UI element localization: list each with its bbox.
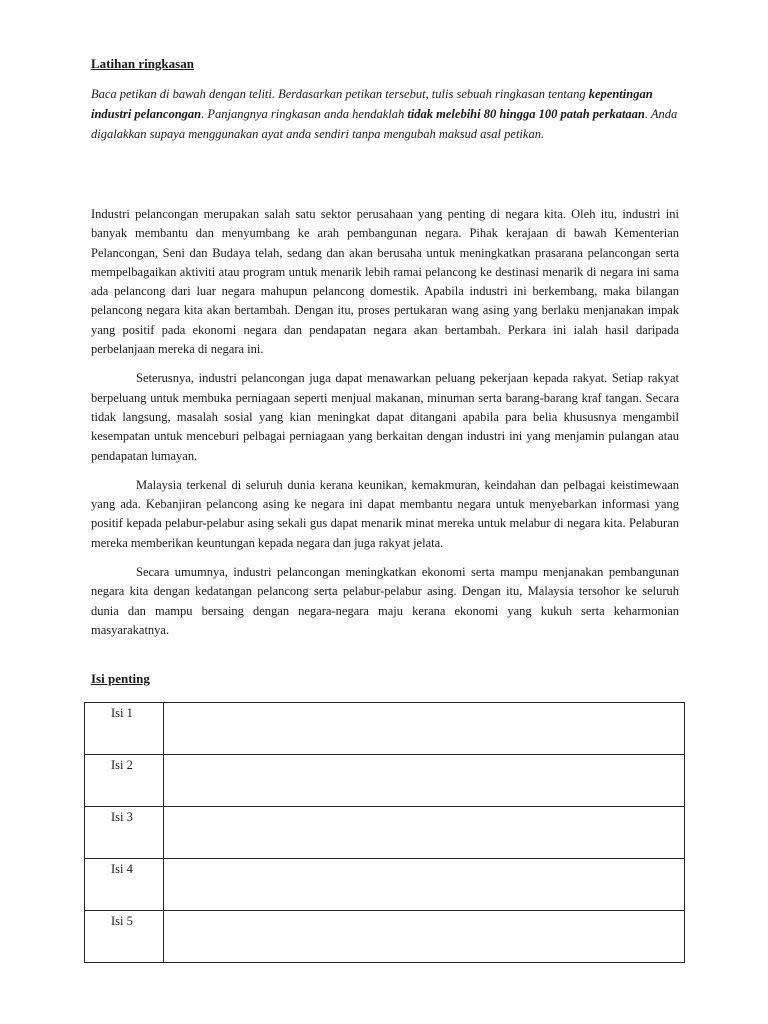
isi-penting-table — [84, 702, 685, 963]
isi-label: Isi 3 — [85, 807, 164, 859]
instructions-text-3: . Anda digalakkan supaya menggunakan ayat anda sendiri tanpa mengubah maksud asal petikan. — [91, 107, 678, 141]
isi-answer-cell[interactable] — [164, 703, 685, 755]
instructions — [91, 84, 681, 144]
isi-label: Isi 4 — [85, 859, 164, 911]
passage — [91, 205, 679, 650]
instructions-text-2: . Panjangnya ringkasan anda hendaklah — [201, 107, 408, 121]
isi-label: Isi 1 — [85, 703, 164, 755]
isi-penting-heading: Isi penting — [91, 671, 150, 686]
passage-paragraph-2: Seterusnya, industri pelancongan juga dapat menawarkan peluang pekerjaan kepada rakyat. Setiap rakyat berpeluang untuk membuka perniagaan seperti menjual makanan, minuman serta barang-barang kraf tangan. Secara tidak langsung, masalah sosial yang kian meningkat dapat ditangani apabila para belia khususnya mengambil kesempatan untuk menceburi pelbagai perniagaan yang berkaitan dengan industri ini yang menjamin pulangan atau pendapatan lumayan. — [91, 371, 679, 463]
table-row — [85, 859, 685, 911]
instructions-bold-wordcount: tidak melebihi 80 hingga 100 patah perkataan — [407, 107, 645, 121]
isi-answer-cell[interactable] — [164, 859, 685, 911]
instructions-bold-topic: kepentingan industri pelancongan — [91, 87, 653, 121]
table-row — [85, 755, 685, 807]
isi-label: Isi 2 — [85, 755, 164, 807]
isi-answer-cell[interactable] — [164, 755, 685, 807]
passage-paragraph-3: Malaysia terkenal di seluruh dunia kerana keunikan, kemakmuran, keindahan dan pelbagai keistimewaan yang ada. Kebanjiran pelancong asing ke negara ini dapat membantu negara untuk menyebarkan informasi yang positif kepada pelabur-pelabur asing sekali gus dapat menarik minat mereka untuk melabur di negara kita. Pelaburan mereka memberikan keuntungan kepada negara dan juga rakyat jelata. — [91, 477, 679, 550]
isi-answer-cell[interactable] — [164, 911, 685, 963]
isi-label: Isi 5 — [85, 911, 164, 963]
table-row — [85, 807, 685, 859]
passage-paragraph-4: Secara umumnya, industri pelancongan meningkatkan ekonomi serta mampu menjanakan pembangunan negara kita dengan kedatangan pelancong serta pelabur-pelabur asing. Dengan itu, Malaysia tersohor ke seluruh dunia dan mampu bersaing dengan negara-negara maju kerana ekonomi yang kukuh serta keharmonian masyarakatnya. — [91, 565, 679, 637]
isi-answer-cell[interactable] — [164, 807, 685, 859]
passage-paragraph-1: Industri pelancongan merupakan salah satu sektor perusahaan yang penting di negara kita. Oleh itu, industri ini banyak membantu dan menyumbang ke arah pembangunan negara. Pihak kerajaan di bawah Kementerian Pelancongan, Seni dan Budaya telah, sedang dan akan berusaha untuk meningkatkan prasarana pelancongan serta mempelbagaikan aktiviti atau program untuk menarik lebih ramai pelancong ke destinasi menarik di negara ini sama ada pelancong dari luar negara mahupun pelancong domestik. Apabila industri ini berkembang, maka bilangan pelancong negara kita akan bertambah. Dengan itu, proses pertukaran wang asing yang berlaku menjanakan impak yang positif pada ekonomi negara dan pendapatan negara akan bertambah. Perkara ini ialah hasil daripada perbelanjaan mereka di negara ini. — [91, 207, 679, 357]
exercise-title: Latihan ringkasan — [91, 56, 194, 71]
instructions-text-1: Baca petikan di bawah dengan teliti. Berdasarkan petikan tersebut, tulis sebuah ringkasan tentang — [91, 87, 589, 101]
table-row — [85, 703, 685, 755]
table-row — [85, 911, 685, 963]
